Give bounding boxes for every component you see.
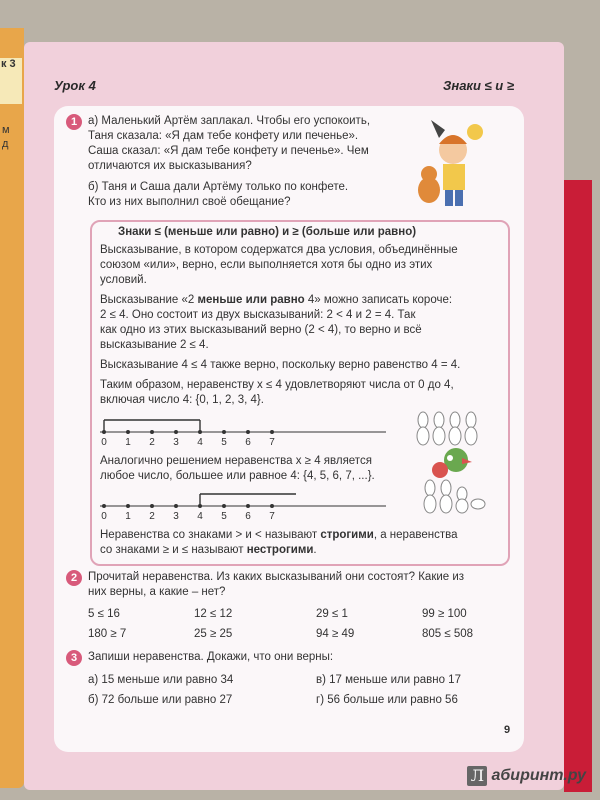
previous-page-side-text: м д (2, 124, 10, 150)
page-header (24, 78, 564, 100)
task2-line: них верны, а какие – нет? (88, 586, 226, 598)
text-span: Неравенства со знаками > и < называют (100, 529, 321, 541)
number-line-x-ge-4 (96, 486, 396, 522)
number-line-point (102, 504, 106, 508)
number-line-label: 0 (101, 437, 107, 448)
inequality: 5 ≤ 16 (88, 608, 120, 620)
number-line-point (150, 430, 154, 434)
rule-paragraph-3: Высказывание 4 ≤ 4 также верно, поскольку верно равенство 4 = 4. (100, 359, 461, 371)
rule-line (100, 528, 500, 543)
rule-line (100, 543, 500, 558)
task3-item: а) 15 меньше или равно 34 (88, 674, 234, 686)
number-line-label: 1 (125, 437, 131, 448)
number-line-x-le-4 (96, 412, 396, 448)
rule-line: союзом «или», верно, если выполняется хотя бы одно из этих (100, 259, 433, 271)
number-line-point (198, 504, 202, 508)
inequality: 12 ≤ 12 (194, 608, 233, 620)
inequality: 99 ≥ 100 (422, 608, 467, 620)
rule-paragraph-6 (100, 528, 500, 558)
labirint-watermark (467, 766, 586, 786)
book-cover-edge (564, 180, 592, 792)
inequality: 29 ≤ 1 (316, 608, 348, 620)
number-line-label: 2 (149, 511, 155, 522)
bold-term: строгими (320, 529, 374, 541)
number-line-point (222, 504, 226, 508)
bowling-pins-row-1 (416, 410, 486, 446)
rule-paragraph-5 (100, 454, 430, 484)
rule-line (100, 293, 500, 308)
number-line-label: 4 (197, 511, 203, 522)
task1-a-line: отличаются их высказывания? (88, 160, 252, 172)
page-number: 9 (504, 724, 511, 736)
task3-item: в) 17 меньше или равно 17 (316, 674, 461, 686)
number-line-point (102, 430, 106, 434)
lesson-title: Урок 4 (54, 78, 96, 93)
topic-title: Знаки ≤ и ≥ (442, 78, 514, 93)
boy-with-cat-illustration (415, 112, 495, 207)
number-line-point (270, 430, 274, 434)
task-number-3: 3 (66, 650, 82, 666)
number-line-point (270, 504, 274, 508)
task-number-1: 1 (66, 114, 82, 130)
rule-line: включая число 4: {0, 1, 2, 3, 4}. (100, 394, 264, 406)
rule-line: условий. (100, 274, 147, 286)
number-line-point (174, 504, 178, 508)
number-line-point (246, 504, 250, 508)
number-line-point (222, 430, 226, 434)
task1-b-line: Кто из них выполнил своё обещание? (88, 196, 291, 208)
number-line-point (126, 504, 130, 508)
watermark-text: абиринт.ру (491, 767, 586, 784)
rule-line: Таким образом, неравенству x ≤ 4 удовлетворяют числа от 0 до 4, (100, 379, 454, 391)
task-number-2: 2 (66, 570, 82, 586)
number-line-label: 7 (269, 511, 275, 522)
previous-page-tab-label: к 3 (1, 58, 16, 70)
rule-paragraph-4 (100, 378, 500, 408)
rule-paragraph-2 (100, 293, 500, 353)
number-line-label: 2 (149, 437, 155, 448)
watermark-logo: Л (467, 766, 487, 786)
text-span: Высказывание «2 (100, 294, 198, 306)
task1-a-line: а) Маленький Артём заплакал. Чтобы его успокоить, (88, 115, 371, 127)
rule-line: 2 ≤ 4. Оно состоит из двух высказываний: 2 < 4 и 2 = 4. Так (100, 309, 416, 321)
task3-text: Запиши неравенства. Докажи, что они верны: (88, 651, 334, 663)
number-line-point (174, 430, 178, 434)
bold-term: нестрогими (246, 544, 314, 556)
task1-part-a (88, 114, 370, 174)
task3-item: г) 56 больше или равно 56 (316, 694, 458, 706)
rule-line: высказывание 2 ≤ 4. (100, 339, 209, 351)
task2-text (88, 570, 508, 600)
number-line-label: 7 (269, 437, 275, 448)
number-line-label: 5 (221, 437, 227, 448)
rule-line: Аналогично решением неравенства x ≥ 4 является (100, 455, 372, 467)
parrot-and-pins-illustration (416, 444, 496, 514)
bold-term: меньше или равно (197, 294, 305, 306)
task1-b-line: б) Таня и Саша дали Артёму только по конфете. (88, 181, 349, 193)
task3-item: б) 72 больше или равно 27 (88, 694, 233, 706)
rule-title: Знаки ≤ (меньше или равно) и ≥ (больше или равно) (118, 226, 417, 238)
number-line-label: 3 (173, 437, 179, 448)
task1-a-line: Таня сказала: «Я дам тебе конфету или печенье». (88, 130, 359, 142)
inequality: 94 ≥ 49 (316, 628, 355, 640)
number-line-label: 0 (101, 511, 107, 522)
task1-a-line: Саша сказал: «Я дам тебе конфету и печенье». Чем (88, 145, 369, 157)
text-span: . (313, 544, 317, 556)
number-line-point (126, 430, 130, 434)
number-line-point (150, 504, 154, 508)
rule-line: Высказывание, в котором содержатся два условия, объединённые (100, 244, 458, 256)
number-line-label: 6 (245, 437, 251, 448)
task1-part-b (88, 180, 348, 210)
task2-line: Прочитай неравенства. Из каких высказываний они состоят? Какие из (88, 571, 465, 583)
text-span: , а неравенства (373, 529, 458, 541)
number-line-point (198, 430, 202, 434)
text-span: 4» можно записать короче: (304, 294, 453, 306)
rule-paragraph-1 (100, 243, 500, 288)
previous-page-edge (0, 28, 24, 788)
rule-line: как одно из этих высказываний верно (2 < 4), то верно и всё (100, 324, 422, 336)
rule-line: любое число, большее или равное 4: {4, 5, 6, 7, ...}. (100, 470, 375, 482)
inequality: 25 ≥ 25 (194, 628, 233, 640)
number-line-label: 6 (245, 511, 251, 522)
inequality: 180 ≥ 7 (88, 628, 127, 640)
number-line-label: 3 (173, 511, 179, 522)
number-line-label: 5 (221, 511, 227, 522)
number-line-label: 1 (125, 511, 131, 522)
number-line-label: 4 (197, 437, 203, 448)
text-span: со знаками ≥ и ≤ называют (100, 544, 247, 556)
number-line-point (246, 430, 250, 434)
inequality: 805 ≤ 508 (422, 628, 474, 640)
